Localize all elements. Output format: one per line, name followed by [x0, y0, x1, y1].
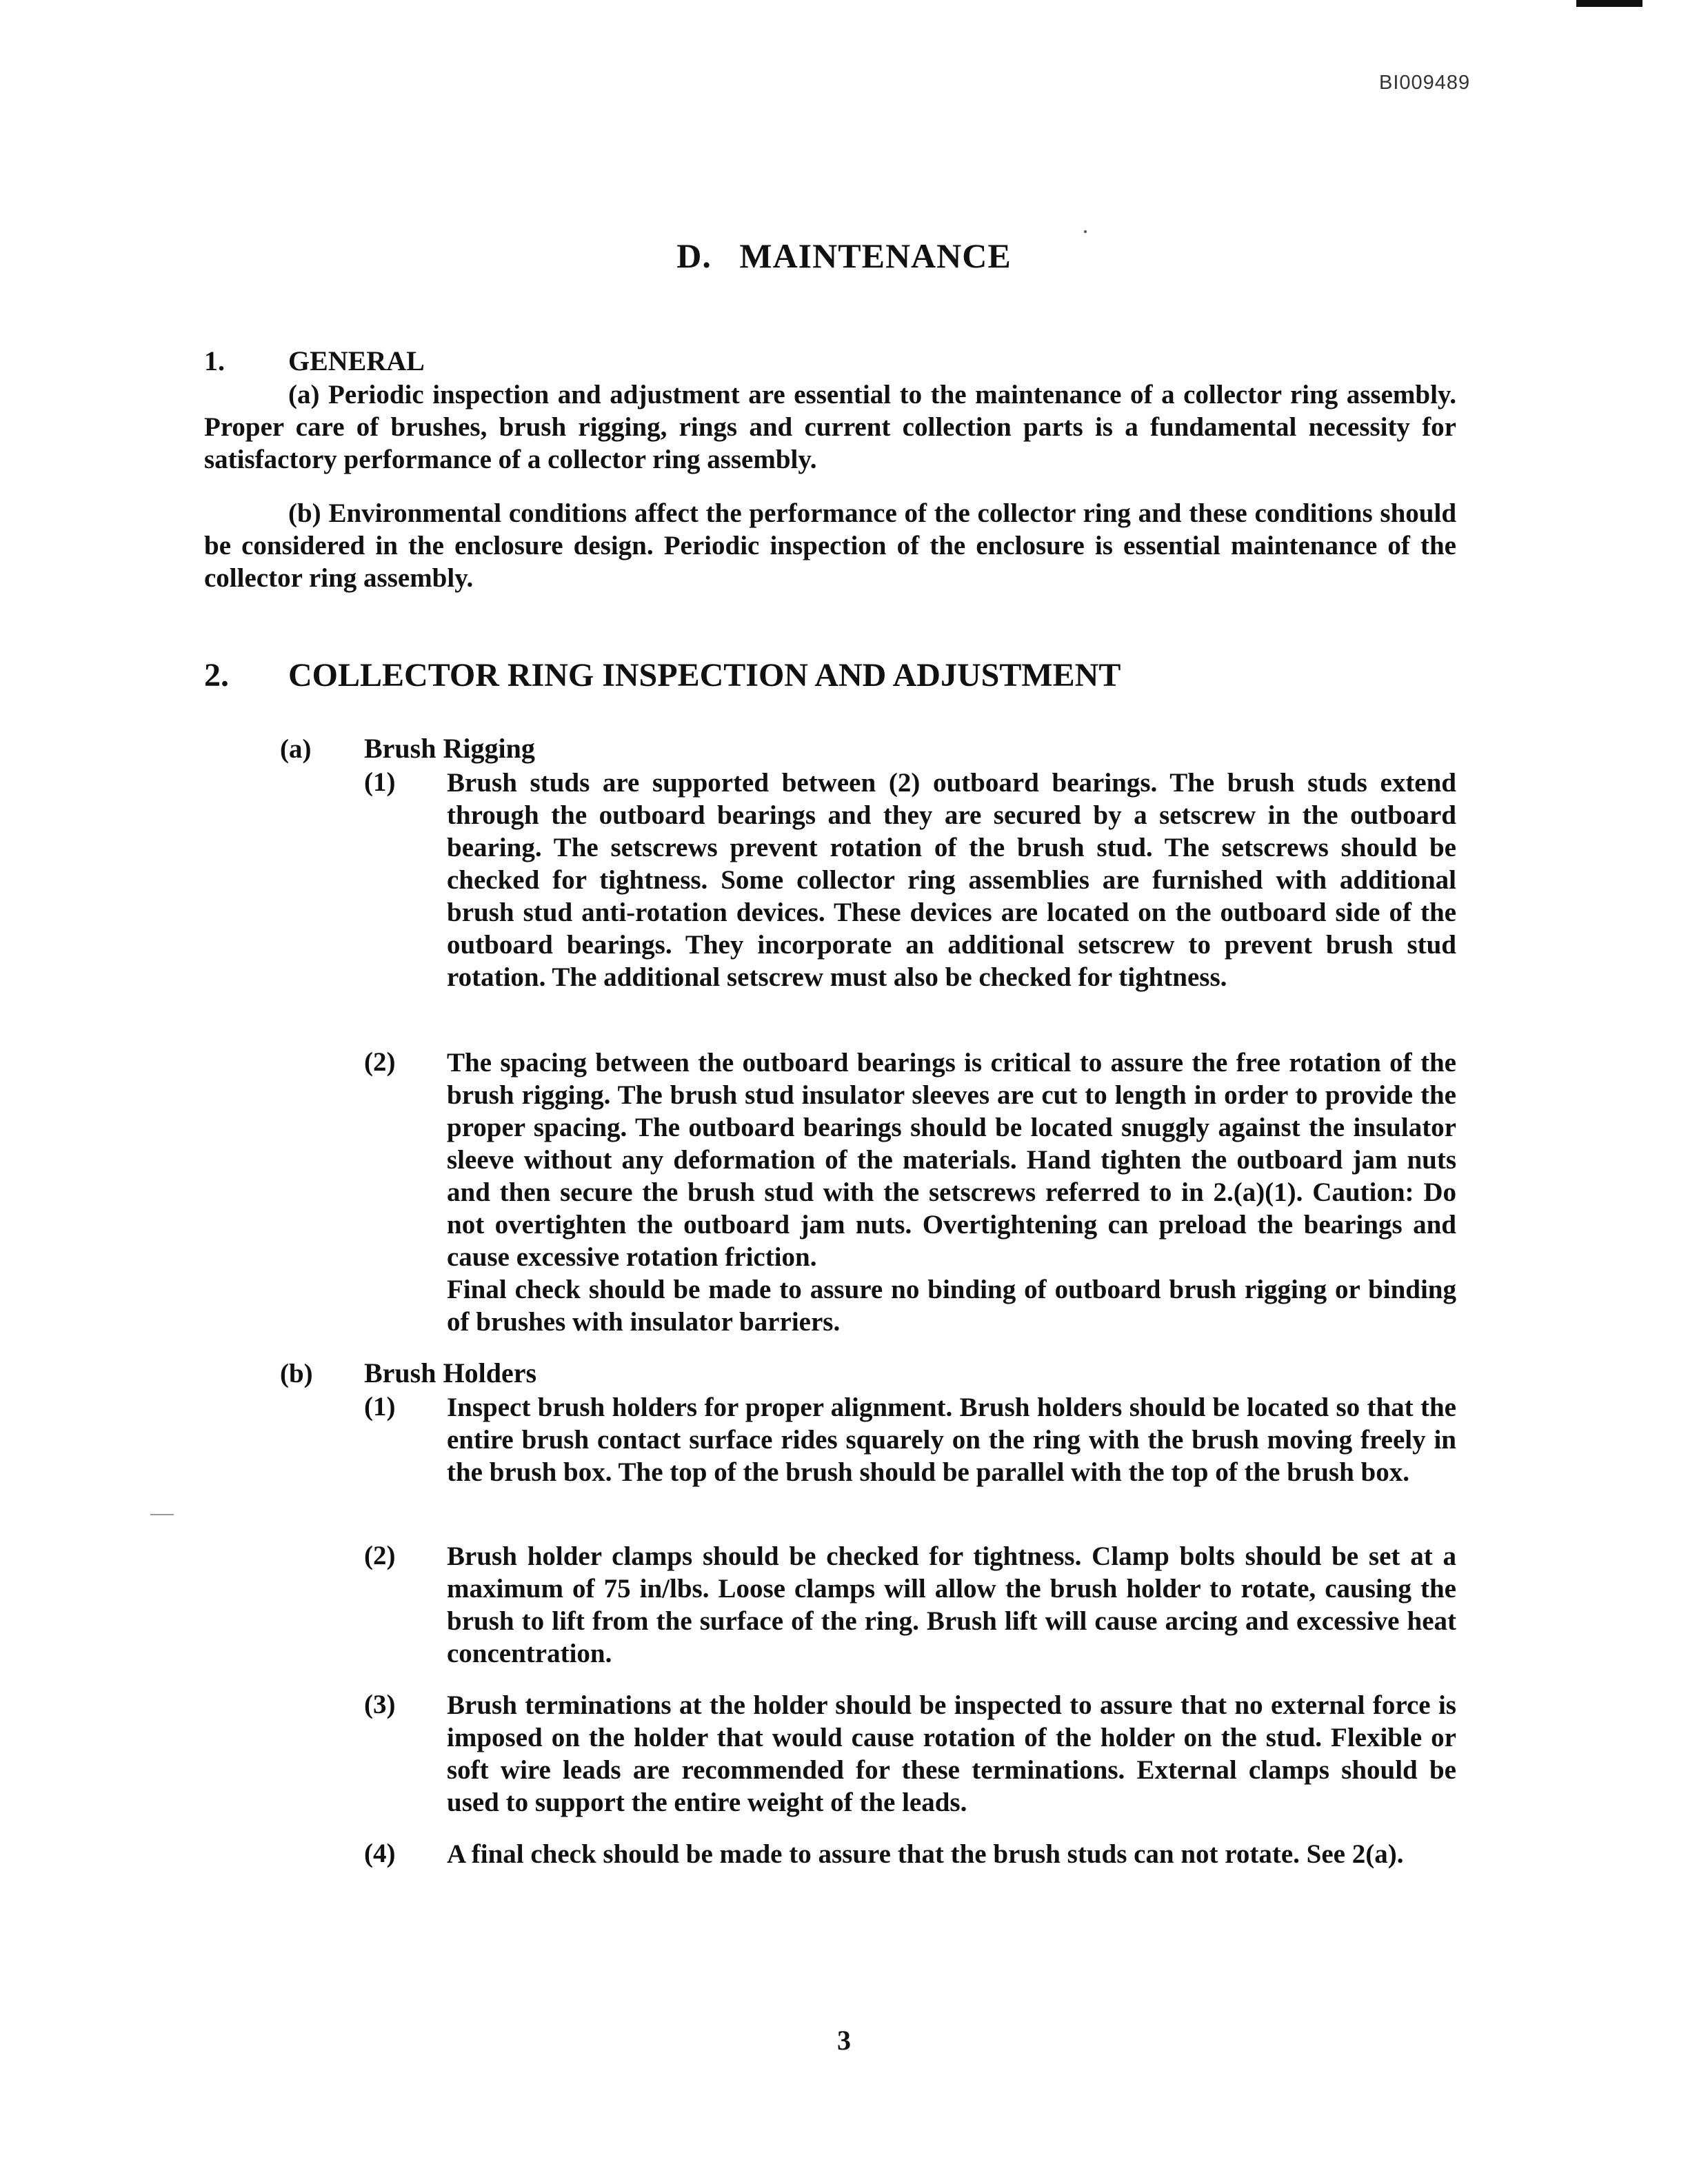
section-1-heading: GENERAL: [288, 345, 425, 376]
para-b-label: (b): [288, 498, 321, 528]
para-a-lead: Periodic inspection: [328, 380, 550, 410]
para-a-text: and adjustment are essential to the maintenance of a collector ring assembly. Proper care of brushes, brush rigging, rings and current collection parts is a fundamental necessity for satisfactory performance of a collector ring assembly.: [204, 380, 1457, 474]
rigging-item-1-text: Brush studs are supported between (2) outboard bearings. The brush studs extend through the outboard bearings and they are secured by a setscrew in the outboard bearing. The setscrews prevent rotation of the brush stud. The setscrews should be checked for tightness. Some collector ring assemblies are furnished with additional brush stud anti-rotation devices. These devices are located on the outboard side of the outboard bearings. They incorporate an additional setscrew to prevent brush stud rotation. The additional setscrew must also be checked for tightness.: [447, 768, 1456, 992]
section-1-number: 1.: [204, 345, 225, 376]
holder-item-4-text: A final check should be made to assure that the brush studs can not rotate. See 2(a).: [447, 1839, 1404, 1869]
corner-mark: [1576, 0, 1642, 7]
holder-item-4-number: (4): [364, 1839, 396, 1868]
sub-a-label: (a): [280, 734, 312, 764]
sub-b-label: (b): [280, 1359, 313, 1388]
general-paragraph-a: [204, 378, 1456, 476]
holder-item-3-number: (3): [364, 1690, 396, 1719]
rigging-item-2-text: [447, 1046, 1456, 1338]
rigging-item-2-final-check: Final check should be made to assure no binding of outboard brush rigging or binding of brushes with insulator barriers.: [447, 1275, 1456, 1337]
holder-item-1-number: (1): [364, 1392, 396, 1422]
holder-item-3-text: Brush terminations at the holder should be inspected to assure that no external force is imposed on the holder that would cause rotation of the holder on the stud. Flexible or soft wire leads are recommended for these terminations. External clamps should be used to support the entire weight of the leads.: [447, 1690, 1456, 1817]
para-b-lead: Environmental conditions: [328, 498, 627, 528]
margin-dash: [150, 1514, 174, 1515]
para-b-text: affect the performance of the collector ring and these conditions should be considered in the enclosure design. Periodic inspection of the enclosure is essential maintenance of the collector ring assembly.: [204, 498, 1457, 593]
holder-item-2-number: (2): [364, 1541, 396, 1570]
page-number: 3: [837, 2025, 851, 2056]
section-2-number: 2.: [204, 657, 229, 694]
page-title: D. MAINTENANCE: [676, 236, 1012, 275]
section-2-heading: COLLECTOR RING INSPECTION AND ADJUSTMENT: [288, 657, 1121, 694]
holder-item-2-text: Brush holder clamps should be checked for tightness. Clamp bolts should be set at a maximum of 75 in/lbs. Loose clamps will allow the brush holder to rotate, causing the brush to lift from the surface of the ring. Brush lift will cause arcing and excessive heat concentration.: [447, 1541, 1456, 1668]
rigging-item-2-number: (2): [364, 1047, 396, 1077]
holder-item-1-text: Inspect brush holders for proper alignment. Brush holders should be located so that the entire brush contact surface rides squarely on the ring with the brush moving freely in the brush box. The top of the brush should be parallel with the top of the brush box.: [447, 1393, 1456, 1487]
general-paragraph-b: [204, 497, 1456, 594]
sub-a-heading: Brush Rigging: [364, 733, 535, 764]
scan-speck: [1084, 230, 1087, 233]
para-a-label: (a): [288, 380, 320, 410]
rigging-item-1-number: (1): [364, 767, 396, 797]
sub-b-heading: Brush Holders: [364, 1357, 537, 1388]
document-id: BI009489: [1379, 72, 1471, 94]
rigging-item-2-main: The spacing between the outboard bearings is critical to assure the free rotation of the brush rigging. The brush stud insulator sleeves are cut to length in order to provide the proper spacing. The outboard bearings should be located snuggly against the insulator sleeve without any deformation of the materials. Hand tighten the outboard jam nuts and then secure the brush stud with the setscrews referred to in 2.(a)(1). Caution: Do not overtighten the outboard jam nuts. Overtightening can preload the bearings and cause excessive rotation friction.: [447, 1048, 1456, 1272]
